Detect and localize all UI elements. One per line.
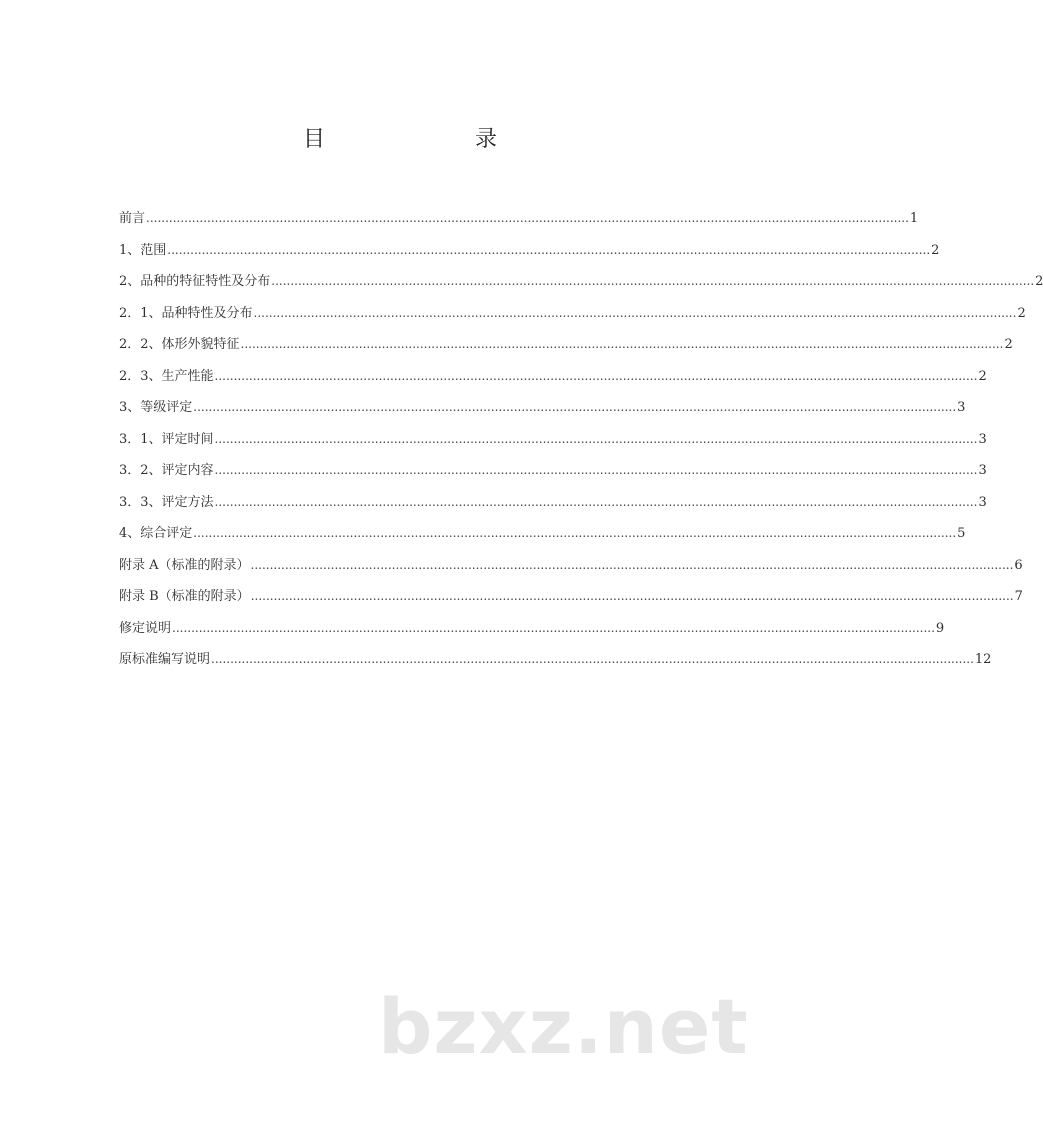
toc-entry-page: 5 bbox=[957, 526, 966, 541]
dot-leader: ........................................................................................................................................................................................................ bbox=[211, 652, 974, 666]
toc-entry-label: 原标准编写说明 bbox=[119, 652, 211, 667]
toc-entry-label: 2．1、品种特性及分布 bbox=[119, 305, 253, 321]
dot-leader: ........................................................................................................................................................................................................ bbox=[240, 337, 1004, 351]
dot-leader: ........................................................................................................................................................................................................ bbox=[167, 242, 931, 257]
dot-leader: ........................................................................................................................................................................................................ bbox=[193, 400, 957, 414]
toc-entry-label: 3、等级评定 bbox=[119, 400, 193, 415]
dot-leader: ........................................................................................................................................................................................................ bbox=[146, 211, 909, 225]
toc-entry-label: 2．3、生产性能 bbox=[119, 368, 214, 384]
toc-entry[interactable] bbox=[119, 646, 992, 678]
toc-entry-page: 12 bbox=[974, 652, 992, 667]
toc-entry-label: 3．3、评定方法 bbox=[119, 494, 214, 510]
toc-entry[interactable] bbox=[119, 552, 1023, 584]
toc-entry[interactable] bbox=[119, 331, 1013, 363]
dot-leader: ........................................................................................................................................................................................................ bbox=[250, 557, 1014, 572]
toc-entry[interactable] bbox=[119, 394, 966, 426]
toc-list bbox=[119, 205, 1043, 678]
toc-entry[interactable] bbox=[119, 426, 987, 458]
toc-entry[interactable] bbox=[119, 205, 919, 237]
dot-leader: ........................................................................................................................................................................................................ bbox=[193, 526, 957, 540]
toc-entry-label: 前言 bbox=[119, 211, 146, 226]
dot-leader: ........................................................................................................................................................................................................ bbox=[253, 305, 1017, 320]
toc-entry-page: 3 bbox=[957, 400, 966, 415]
toc-entry-label: 4、综合评定 bbox=[119, 526, 193, 541]
toc-entry[interactable] bbox=[119, 520, 966, 552]
dot-leader: ........................................................................................................................................................................................................ bbox=[271, 274, 1035, 288]
toc-entry-label: 3．2、评定内容 bbox=[119, 463, 214, 478]
toc-entry-page: 1 bbox=[909, 211, 919, 226]
toc-entry[interactable] bbox=[119, 363, 987, 395]
toc-entry-label: 3．1、评定时间 bbox=[119, 431, 214, 447]
dot-leader: ........................................................................................................................................................................................................ bbox=[214, 463, 978, 477]
toc-entry-page: 2 bbox=[1004, 337, 1013, 352]
toc-entry-page: 2 bbox=[931, 242, 940, 258]
toc-entry-page: 9 bbox=[935, 620, 945, 636]
dot-leader: ........................................................................................................................................................................................................ bbox=[214, 431, 978, 446]
toc-entry-page: 3 bbox=[978, 494, 987, 510]
toc-entry-page: 2 bbox=[978, 368, 987, 384]
dot-leader: ........................................................................................................................................................................................................ bbox=[214, 494, 978, 509]
toc-entry[interactable] bbox=[119, 583, 1023, 615]
toc-entry[interactable] bbox=[119, 300, 1026, 332]
toc-title: 目 录 bbox=[302, 127, 561, 152]
toc-entry-label: 1、范围 bbox=[119, 242, 167, 258]
toc-entry[interactable] bbox=[119, 615, 945, 647]
watermark-logo: bzxz.net bbox=[378, 982, 749, 1071]
toc-entry-page: 3 bbox=[978, 463, 987, 478]
toc-entry-label: 附录 B（标准的附录） bbox=[119, 589, 250, 604]
toc-entry-label: 修定说明 bbox=[119, 620, 172, 636]
toc-entry-page: 6 bbox=[1014, 557, 1023, 573]
toc-entry[interactable] bbox=[119, 268, 1043, 300]
dot-leader: ........................................................................................................................................................................................................ bbox=[250, 589, 1014, 603]
toc-entry[interactable] bbox=[119, 457, 987, 489]
toc-entry-page: 3 bbox=[978, 431, 987, 447]
toc-entry-page: 7 bbox=[1014, 589, 1023, 604]
toc-entry-page: 2 bbox=[1035, 274, 1043, 289]
toc-entry-label: 2．2、体形外貌特征 bbox=[119, 337, 240, 352]
dot-leader: ........................................................................................................................................................................................................ bbox=[172, 620, 935, 635]
toc-entry-label: 2、品种的特征特性及分布 bbox=[119, 274, 271, 289]
toc-entry[interactable] bbox=[119, 237, 940, 269]
toc-entry[interactable] bbox=[119, 489, 987, 521]
toc-entry-page: 2 bbox=[1017, 305, 1026, 321]
dot-leader: ........................................................................................................................................................................................................ bbox=[214, 368, 978, 383]
toc-entry-label: 附录 A（标准的附录） bbox=[119, 557, 250, 573]
